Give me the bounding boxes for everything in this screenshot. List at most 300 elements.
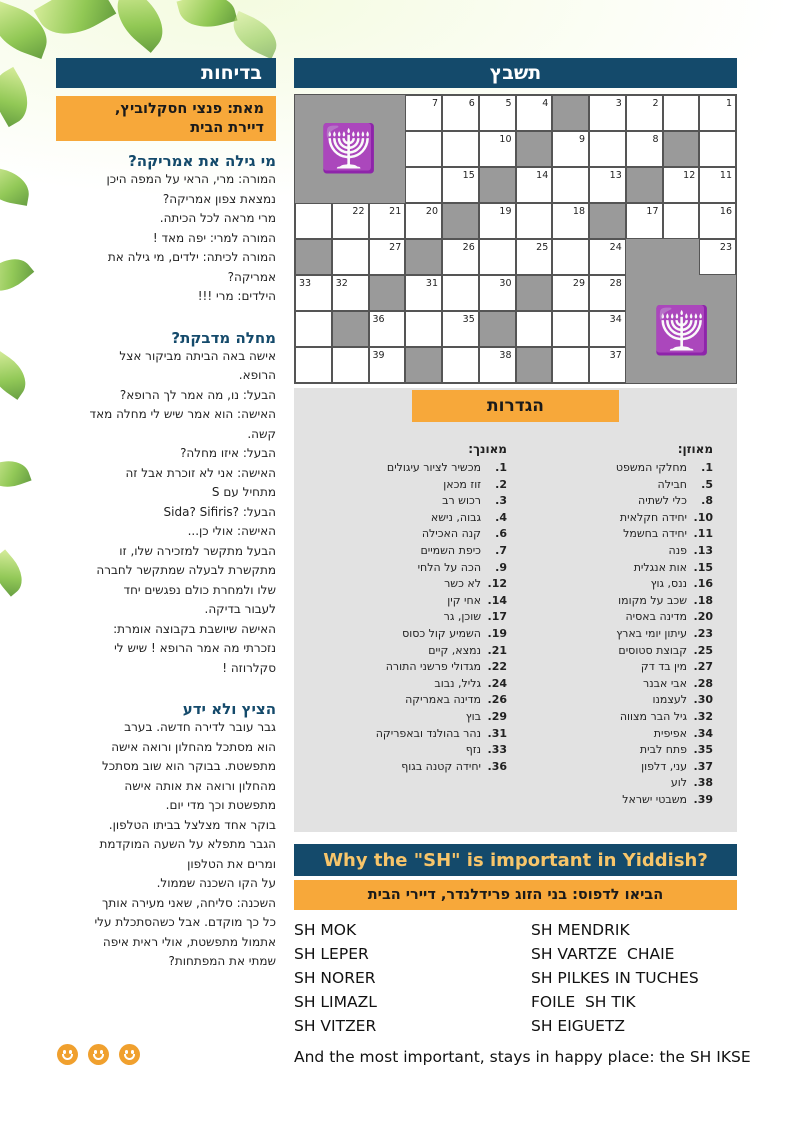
crossword-cell bbox=[442, 167, 479, 203]
clue-item bbox=[533, 759, 713, 776]
clue-item bbox=[317, 593, 507, 610]
clue-item bbox=[317, 493, 507, 510]
clue-item bbox=[533, 709, 713, 726]
crossword-cell bbox=[589, 311, 626, 347]
joke-title: הציץ ולא ידע bbox=[182, 700, 276, 718]
clue-number: 19. bbox=[487, 626, 507, 640]
sh-word: SH MENDRIK bbox=[531, 921, 630, 939]
joke-line: שמתי את המפתחות? bbox=[168, 954, 276, 968]
down-column bbox=[317, 442, 507, 775]
clue-text: עיתון יומי בארץ bbox=[616, 626, 687, 640]
clue-number: 24. bbox=[487, 676, 507, 690]
clue-number: 10 bbox=[499, 134, 512, 145]
clue-text: מגדולי פרשני התורה bbox=[385, 660, 481, 674]
crossword-cell bbox=[552, 203, 589, 239]
clue-number: 5 bbox=[505, 98, 512, 109]
clue-text: מכשיר לציור עיגולים bbox=[386, 461, 481, 474]
crossword-cell bbox=[405, 275, 442, 311]
clue-number: 26 bbox=[462, 242, 475, 253]
clue-item bbox=[317, 560, 507, 577]
clue-number: 37 bbox=[609, 350, 622, 361]
clue-item bbox=[533, 726, 713, 743]
joke-line: הגבר מתפלא על השעה המוקדמת bbox=[99, 837, 276, 851]
clue-number: 39. bbox=[693, 792, 713, 806]
sh-header: Why the "SH" is important in Yiddish? bbox=[294, 844, 737, 876]
clue-number: 32. bbox=[693, 709, 713, 723]
joke-line: הבעל: ?Sida? Sifiris bbox=[163, 504, 276, 519]
crossword-cell bbox=[699, 239, 736, 275]
crossword-cell bbox=[589, 275, 626, 311]
clue-text: לוע bbox=[670, 776, 687, 790]
crossword-cell bbox=[369, 347, 406, 383]
crossword-cell bbox=[369, 311, 406, 347]
crossword-cell bbox=[295, 311, 332, 347]
crossword-cell bbox=[295, 275, 332, 311]
joke-line: הילדים: מרי !!! bbox=[197, 289, 276, 303]
smiley-icon bbox=[119, 1044, 140, 1065]
joke-line: מהחלון ורואה את אותה אישה bbox=[124, 778, 276, 793]
clue-text: השמיע קול כסוס bbox=[402, 626, 481, 640]
clue-item bbox=[317, 477, 507, 494]
clue-number: 2. bbox=[495, 477, 507, 491]
clue-text: אבי אבנר bbox=[643, 676, 687, 690]
crossword-black-cell bbox=[295, 239, 332, 275]
clue-item bbox=[317, 709, 507, 726]
crossword-cell bbox=[626, 131, 663, 167]
clue-number: 1. bbox=[495, 461, 507, 474]
crossword-cell bbox=[516, 95, 553, 131]
joke-line: האישה: אני לא זוכרת אבל זה bbox=[125, 465, 276, 480]
clue-number: 38 bbox=[499, 350, 512, 361]
crossword-cell bbox=[552, 131, 589, 167]
clue-text: אות אנגלית bbox=[633, 560, 687, 574]
clue-text: קבוצת סטוסים bbox=[618, 643, 687, 657]
clue-text: נהר בהולנד ובאפריקה bbox=[375, 726, 481, 740]
sh-word: SH NORER bbox=[294, 969, 376, 987]
clue-item bbox=[533, 626, 713, 643]
joke-line: לעבור בדיקה. bbox=[204, 602, 276, 616]
crossword-black-cell bbox=[369, 275, 406, 311]
crossword-black-cell bbox=[479, 167, 516, 203]
clue-item bbox=[317, 576, 507, 593]
crossword-black-cell bbox=[626, 167, 663, 203]
joke-line: הרופא. bbox=[238, 368, 276, 382]
clue-text: לא כשר bbox=[444, 577, 481, 591]
clue-text: קנה האכילה bbox=[421, 527, 481, 541]
menorah-icon: 🕎 bbox=[320, 120, 378, 175]
jokes-column bbox=[56, 150, 276, 972]
clue-number: 16. bbox=[693, 577, 713, 591]
crossword-black-cell bbox=[552, 95, 589, 131]
crossword-cell bbox=[589, 239, 626, 275]
crossword-cell bbox=[516, 167, 553, 203]
clue-number: 26. bbox=[487, 693, 507, 707]
clue-text: יחידה בחשמל bbox=[623, 527, 687, 541]
clue-number: 11. bbox=[693, 527, 713, 541]
crossword-cell bbox=[479, 347, 516, 383]
clue-text: נמצא, קיים bbox=[428, 643, 481, 657]
clue-number: 4. bbox=[495, 510, 507, 524]
clue-number: 11 bbox=[719, 170, 732, 181]
clue-number: 3 bbox=[615, 98, 622, 109]
crossword-cell bbox=[442, 95, 479, 131]
joke-line: מתחיל עם S bbox=[211, 485, 276, 499]
clue-number: 38. bbox=[693, 776, 713, 790]
clue-item bbox=[533, 676, 713, 693]
clue-number: 29 bbox=[572, 278, 585, 289]
crossword-cell bbox=[552, 347, 589, 383]
clue-number: 5. bbox=[701, 477, 713, 491]
crossword-cell bbox=[405, 131, 442, 167]
clue-number: 22 bbox=[352, 206, 365, 217]
crossword-black-cell bbox=[663, 131, 700, 167]
crossword-cell bbox=[552, 167, 589, 203]
clue-text: ננס, גוץ bbox=[650, 577, 687, 591]
joke-line: גבר עובר לדירה חדשה. בערב bbox=[124, 720, 276, 734]
joke-line: נזכרתי מה אמר הרופא ! שיש לי bbox=[114, 641, 276, 655]
crossword-cell bbox=[369, 203, 406, 239]
clue-text: כיפת השמיים bbox=[420, 543, 481, 557]
crossword-cell bbox=[405, 203, 442, 239]
crossword-black-cell bbox=[516, 347, 553, 383]
clue-number: 21 bbox=[389, 206, 402, 217]
crossword-cell bbox=[405, 95, 442, 131]
crossword-black-cell bbox=[516, 131, 553, 167]
crossword-cell bbox=[332, 203, 369, 239]
crossword-cell bbox=[699, 95, 736, 131]
joke-line: המורה לכיתה: ילדים, מי גילה את bbox=[107, 250, 276, 264]
clue-text: מין בד דק bbox=[640, 660, 687, 674]
clue-item bbox=[317, 692, 507, 709]
sh-word: SH VARTZE CHAIE bbox=[531, 945, 675, 963]
clue-item bbox=[317, 676, 507, 693]
crossword-cell bbox=[479, 131, 516, 167]
clue-number: 19 bbox=[499, 206, 512, 217]
smiley-icon bbox=[88, 1044, 109, 1065]
clue-number: 12. bbox=[487, 577, 507, 591]
clue-item bbox=[317, 543, 507, 560]
joke-line: קשה. bbox=[247, 426, 276, 441]
crossword-black-cell bbox=[332, 311, 369, 347]
clue-number: 31 bbox=[425, 278, 438, 289]
clue-number: 1. bbox=[701, 461, 713, 474]
clue-item bbox=[533, 477, 713, 494]
clue-number: 27 bbox=[389, 242, 402, 253]
joke-title: מחלה מדבקת? bbox=[171, 328, 276, 347]
clue-number: 31. bbox=[487, 726, 507, 740]
clue-item bbox=[533, 659, 713, 676]
crossword-cell bbox=[663, 95, 700, 131]
author-line-1: מאת: פנצי חסקלוביץ, bbox=[114, 101, 264, 117]
clue-item bbox=[317, 726, 507, 743]
crossword-cell bbox=[442, 311, 479, 347]
joke-line: מרי מראה לכל הכיתה. bbox=[159, 211, 276, 225]
author-line-2: דיירת הבית bbox=[190, 120, 264, 136]
crossword-cell bbox=[699, 131, 736, 167]
sh-word: SH LEPER bbox=[294, 945, 369, 963]
crossword-cell bbox=[552, 311, 589, 347]
clue-number: 30. bbox=[693, 693, 713, 707]
clue-number: 10. bbox=[693, 510, 713, 524]
crossword-cell bbox=[442, 347, 479, 383]
joke-line: האישה שיושבת בקבוצה אומרת: bbox=[113, 621, 276, 636]
sh-word: SH LIMAZL bbox=[294, 993, 377, 1011]
crossword-black-cell bbox=[405, 239, 442, 275]
crossword-cell bbox=[589, 167, 626, 203]
clue-item bbox=[317, 526, 507, 543]
clue-text: חבילה bbox=[657, 477, 687, 491]
clue-number: 2 bbox=[652, 98, 659, 109]
crossword-cell bbox=[699, 167, 736, 203]
clue-number: 34 bbox=[609, 314, 622, 325]
sh-word: SH PILKES IN TUCHES bbox=[531, 969, 699, 987]
clue-number: 1 bbox=[725, 98, 732, 109]
clue-number: 30 bbox=[499, 278, 512, 289]
crossword-black-cell bbox=[479, 311, 516, 347]
clue-number: 28. bbox=[693, 676, 713, 690]
crossword-cell bbox=[442, 275, 479, 311]
joke-line: מתפשטת. בבוקר הוא שוב מסתכל bbox=[101, 759, 276, 773]
sh-word: SH EIGUETZ bbox=[531, 1017, 626, 1035]
crossword-cell bbox=[552, 275, 589, 311]
definitions-panel bbox=[294, 388, 737, 832]
clue-number: 6 bbox=[468, 98, 475, 109]
clue-number: 18 bbox=[572, 206, 585, 217]
sh-footer: And the most important, stays in happy place: the SH IKSE bbox=[294, 1048, 751, 1066]
clue-item bbox=[533, 543, 713, 560]
clue-text: לעצמנו bbox=[652, 693, 687, 707]
clue-text: יחידה חקלאית bbox=[619, 510, 687, 524]
joke-line: השכנה: סליחה, שאני מעירה אותך bbox=[101, 895, 276, 910]
clue-text: פנה bbox=[668, 543, 687, 557]
clue-number: 39 bbox=[372, 350, 385, 361]
crossword-cell bbox=[332, 347, 369, 383]
sh-word: SH VITZER bbox=[294, 1017, 377, 1035]
clue-number: 12 bbox=[683, 170, 696, 181]
clue-number: 28 bbox=[609, 278, 622, 289]
author-box bbox=[56, 96, 276, 141]
joke-line: הבעל: נו, מה אמר לך הרופא? bbox=[119, 387, 276, 402]
clue-text: משבטי ישראל bbox=[622, 792, 687, 806]
sh-credit: הביאו לדפוס: בני הזוג פרידלנדר, דיירי הבית bbox=[294, 880, 737, 910]
clue-text: עני, דלפון bbox=[641, 759, 687, 773]
crossword-cell bbox=[405, 167, 442, 203]
clue-number: 4 bbox=[542, 98, 549, 109]
joke-line: הוא מסתכל מהחלון ורואה אישה bbox=[111, 739, 276, 754]
crossword-cell bbox=[626, 203, 663, 239]
joke-line: אתמול מתפשטת, אולי ראית איפה bbox=[102, 934, 276, 949]
crossword-cell bbox=[663, 167, 700, 203]
clue-text: זוז מכאן bbox=[443, 477, 481, 491]
crossword-header: תשבץ bbox=[294, 58, 737, 88]
clue-number: 9 bbox=[578, 134, 585, 145]
crossword-cell bbox=[442, 239, 479, 275]
clue-number: 20. bbox=[693, 610, 713, 624]
clue-text: אפיפית bbox=[653, 726, 687, 740]
crossword-black-cell bbox=[626, 239, 663, 275]
clue-item bbox=[317, 759, 507, 776]
crossword-cell bbox=[516, 239, 553, 275]
clue-number: 33. bbox=[487, 743, 507, 757]
joke-line: אמריקה? bbox=[227, 269, 276, 284]
clue-item bbox=[533, 526, 713, 543]
clue-number: 18. bbox=[693, 593, 713, 607]
joke-line: סקלרוזה ! bbox=[222, 660, 276, 675]
crossword-cell bbox=[626, 95, 663, 131]
clue-number: 34. bbox=[693, 726, 713, 740]
clue-number: 27. bbox=[693, 660, 713, 674]
sh-word: SH MOK bbox=[294, 921, 357, 939]
across-column bbox=[533, 442, 713, 808]
crossword-cell bbox=[516, 311, 553, 347]
clue-number: 8. bbox=[701, 494, 713, 508]
menorah-icon: 🕎 bbox=[653, 302, 711, 357]
crossword-cell bbox=[442, 131, 479, 167]
joke-line: בוקר אחד מצלצל בביתו הטלפון. bbox=[108, 817, 276, 832]
clue-text: מדינה באסיה bbox=[625, 610, 687, 624]
clue-item bbox=[533, 593, 713, 610]
clue-number: 14 bbox=[536, 170, 549, 181]
clue-item bbox=[533, 560, 713, 577]
clue-number: 22. bbox=[487, 660, 507, 674]
clue-item bbox=[533, 742, 713, 759]
clue-item bbox=[317, 609, 507, 626]
clue-item bbox=[533, 792, 713, 809]
clue-item bbox=[533, 643, 713, 660]
clue-text: שוכן, גר bbox=[443, 610, 481, 624]
clue-text: בוץ bbox=[465, 709, 481, 723]
clue-number: 15 bbox=[462, 170, 475, 181]
sh-word: FOILE SH TIK bbox=[531, 993, 636, 1011]
crossword-black-cell bbox=[516, 275, 553, 311]
clue-number: 36. bbox=[487, 759, 507, 773]
clue-item bbox=[533, 775, 713, 792]
clue-number: 33 bbox=[299, 278, 312, 289]
smiley-icon bbox=[57, 1044, 78, 1065]
sh-list-left bbox=[294, 918, 377, 1038]
clue-number: 37. bbox=[693, 759, 713, 773]
crossword-cell bbox=[516, 203, 553, 239]
clue-text: שכב על מקומו bbox=[618, 593, 687, 607]
clue-item bbox=[317, 643, 507, 660]
joke-line: שלו ולמחרת כולם נפגשים יחד bbox=[123, 582, 276, 597]
crossword-cell bbox=[295, 347, 332, 383]
crossword-black-cell bbox=[405, 347, 442, 383]
crossword-black-cell bbox=[663, 239, 700, 275]
definitions-header: הגדרות bbox=[412, 390, 619, 422]
joke-line: כל כך מוקדם. אבל כשהסתכלת עלי bbox=[94, 915, 276, 929]
clue-text: מחלקי המשפט bbox=[615, 461, 687, 474]
clue-number: 8 bbox=[652, 134, 659, 145]
joke-title: מי גילה את אמריקה? bbox=[128, 152, 276, 170]
clue-number: 35. bbox=[693, 743, 713, 757]
crossword-cell bbox=[589, 347, 626, 383]
clue-number: 32 bbox=[335, 278, 348, 289]
clue-number: 14. bbox=[487, 593, 507, 607]
clue-number: 24 bbox=[609, 242, 622, 253]
crossword-cell bbox=[552, 239, 589, 275]
clue-text: גבוה, נישא bbox=[430, 510, 481, 524]
joke-line: המורה למרי: יפה מאד ! bbox=[152, 230, 276, 245]
joke-line: מתקשרת לבעלה שמתקשר לחברה bbox=[96, 563, 276, 577]
clue-number: 21. bbox=[487, 643, 507, 657]
sh-list-right bbox=[531, 918, 699, 1038]
clue-item bbox=[533, 510, 713, 527]
clue-text: אחי קין bbox=[447, 593, 481, 607]
clue-number: 35 bbox=[462, 314, 475, 325]
joke-line: האישה: אולי כן... bbox=[187, 524, 276, 538]
clue-item bbox=[317, 742, 507, 759]
clue-number: 23. bbox=[693, 626, 713, 640]
clue-number: 13. bbox=[693, 543, 713, 557]
clue-text: רכוש רב bbox=[442, 494, 481, 508]
clue-number: 9. bbox=[495, 560, 507, 574]
clue-item bbox=[533, 692, 713, 709]
joke-line: אישה באה הביתה מביקור אצל bbox=[119, 348, 276, 363]
joke-line: על הקו השכנה שממול. bbox=[156, 876, 276, 890]
clue-text: יחידה קטנה בגוף bbox=[401, 759, 481, 773]
joke-line: הבעל מתקשר למזכירה שלו, זו bbox=[119, 543, 276, 558]
crossword-black-cell bbox=[442, 203, 479, 239]
clue-number: 25. bbox=[693, 643, 713, 657]
crossword-cell bbox=[369, 239, 406, 275]
clue-number: 36 bbox=[372, 314, 385, 325]
crossword-cell bbox=[589, 95, 626, 131]
joke-line: המורה: מרי, הראי על המפה היכן bbox=[106, 172, 276, 186]
crossword-cell bbox=[332, 239, 369, 275]
crossword-cell bbox=[479, 203, 516, 239]
joke-line: הבעל: איזו מחלה? bbox=[180, 446, 276, 460]
across-header: מאוזן: bbox=[677, 442, 713, 456]
clue-number: 20 bbox=[425, 206, 438, 217]
clue-text: גליל, נבוב bbox=[434, 676, 481, 690]
clue-item bbox=[317, 626, 507, 643]
crossword-cell bbox=[589, 131, 626, 167]
crossword-cell bbox=[663, 203, 700, 239]
clue-text: כלי לשתיה bbox=[638, 494, 687, 508]
crossword-cell bbox=[699, 203, 736, 239]
clue-item bbox=[533, 576, 713, 593]
clue-text: פתח לבית bbox=[639, 743, 687, 757]
crossword-cell bbox=[332, 275, 369, 311]
down-header: מאונך: bbox=[468, 442, 507, 456]
clue-text: גיל הבר מצווה bbox=[619, 709, 687, 723]
clue-item bbox=[317, 510, 507, 527]
clue-number: 16 bbox=[719, 206, 732, 217]
joke-line: ומרים את הטלפון bbox=[187, 856, 276, 871]
clue-text: מדינה באמריקה bbox=[405, 693, 481, 707]
clue-number: 6. bbox=[495, 527, 507, 541]
clue-item bbox=[533, 460, 713, 477]
crossword-black-cell bbox=[589, 203, 626, 239]
clue-item bbox=[317, 659, 507, 676]
clue-number: 23 bbox=[719, 242, 732, 253]
clue-item bbox=[317, 460, 507, 477]
crossword-cell bbox=[479, 275, 516, 311]
clue-number: 17. bbox=[487, 610, 507, 624]
clue-number: 13 bbox=[609, 170, 622, 181]
clue-number: 7. bbox=[495, 543, 507, 557]
clue-number: 25 bbox=[536, 242, 549, 253]
clue-text: הכה על הלחי bbox=[417, 560, 481, 574]
clue-text: נזף bbox=[465, 743, 481, 757]
crossword-cell bbox=[405, 311, 442, 347]
clue-item bbox=[533, 493, 713, 510]
crossword-cell bbox=[479, 239, 516, 275]
jokes-header: בדיחות bbox=[56, 58, 276, 88]
clue-number: 3. bbox=[495, 494, 507, 508]
joke-line: מתפשטת וכך מדי יום. bbox=[165, 798, 276, 812]
